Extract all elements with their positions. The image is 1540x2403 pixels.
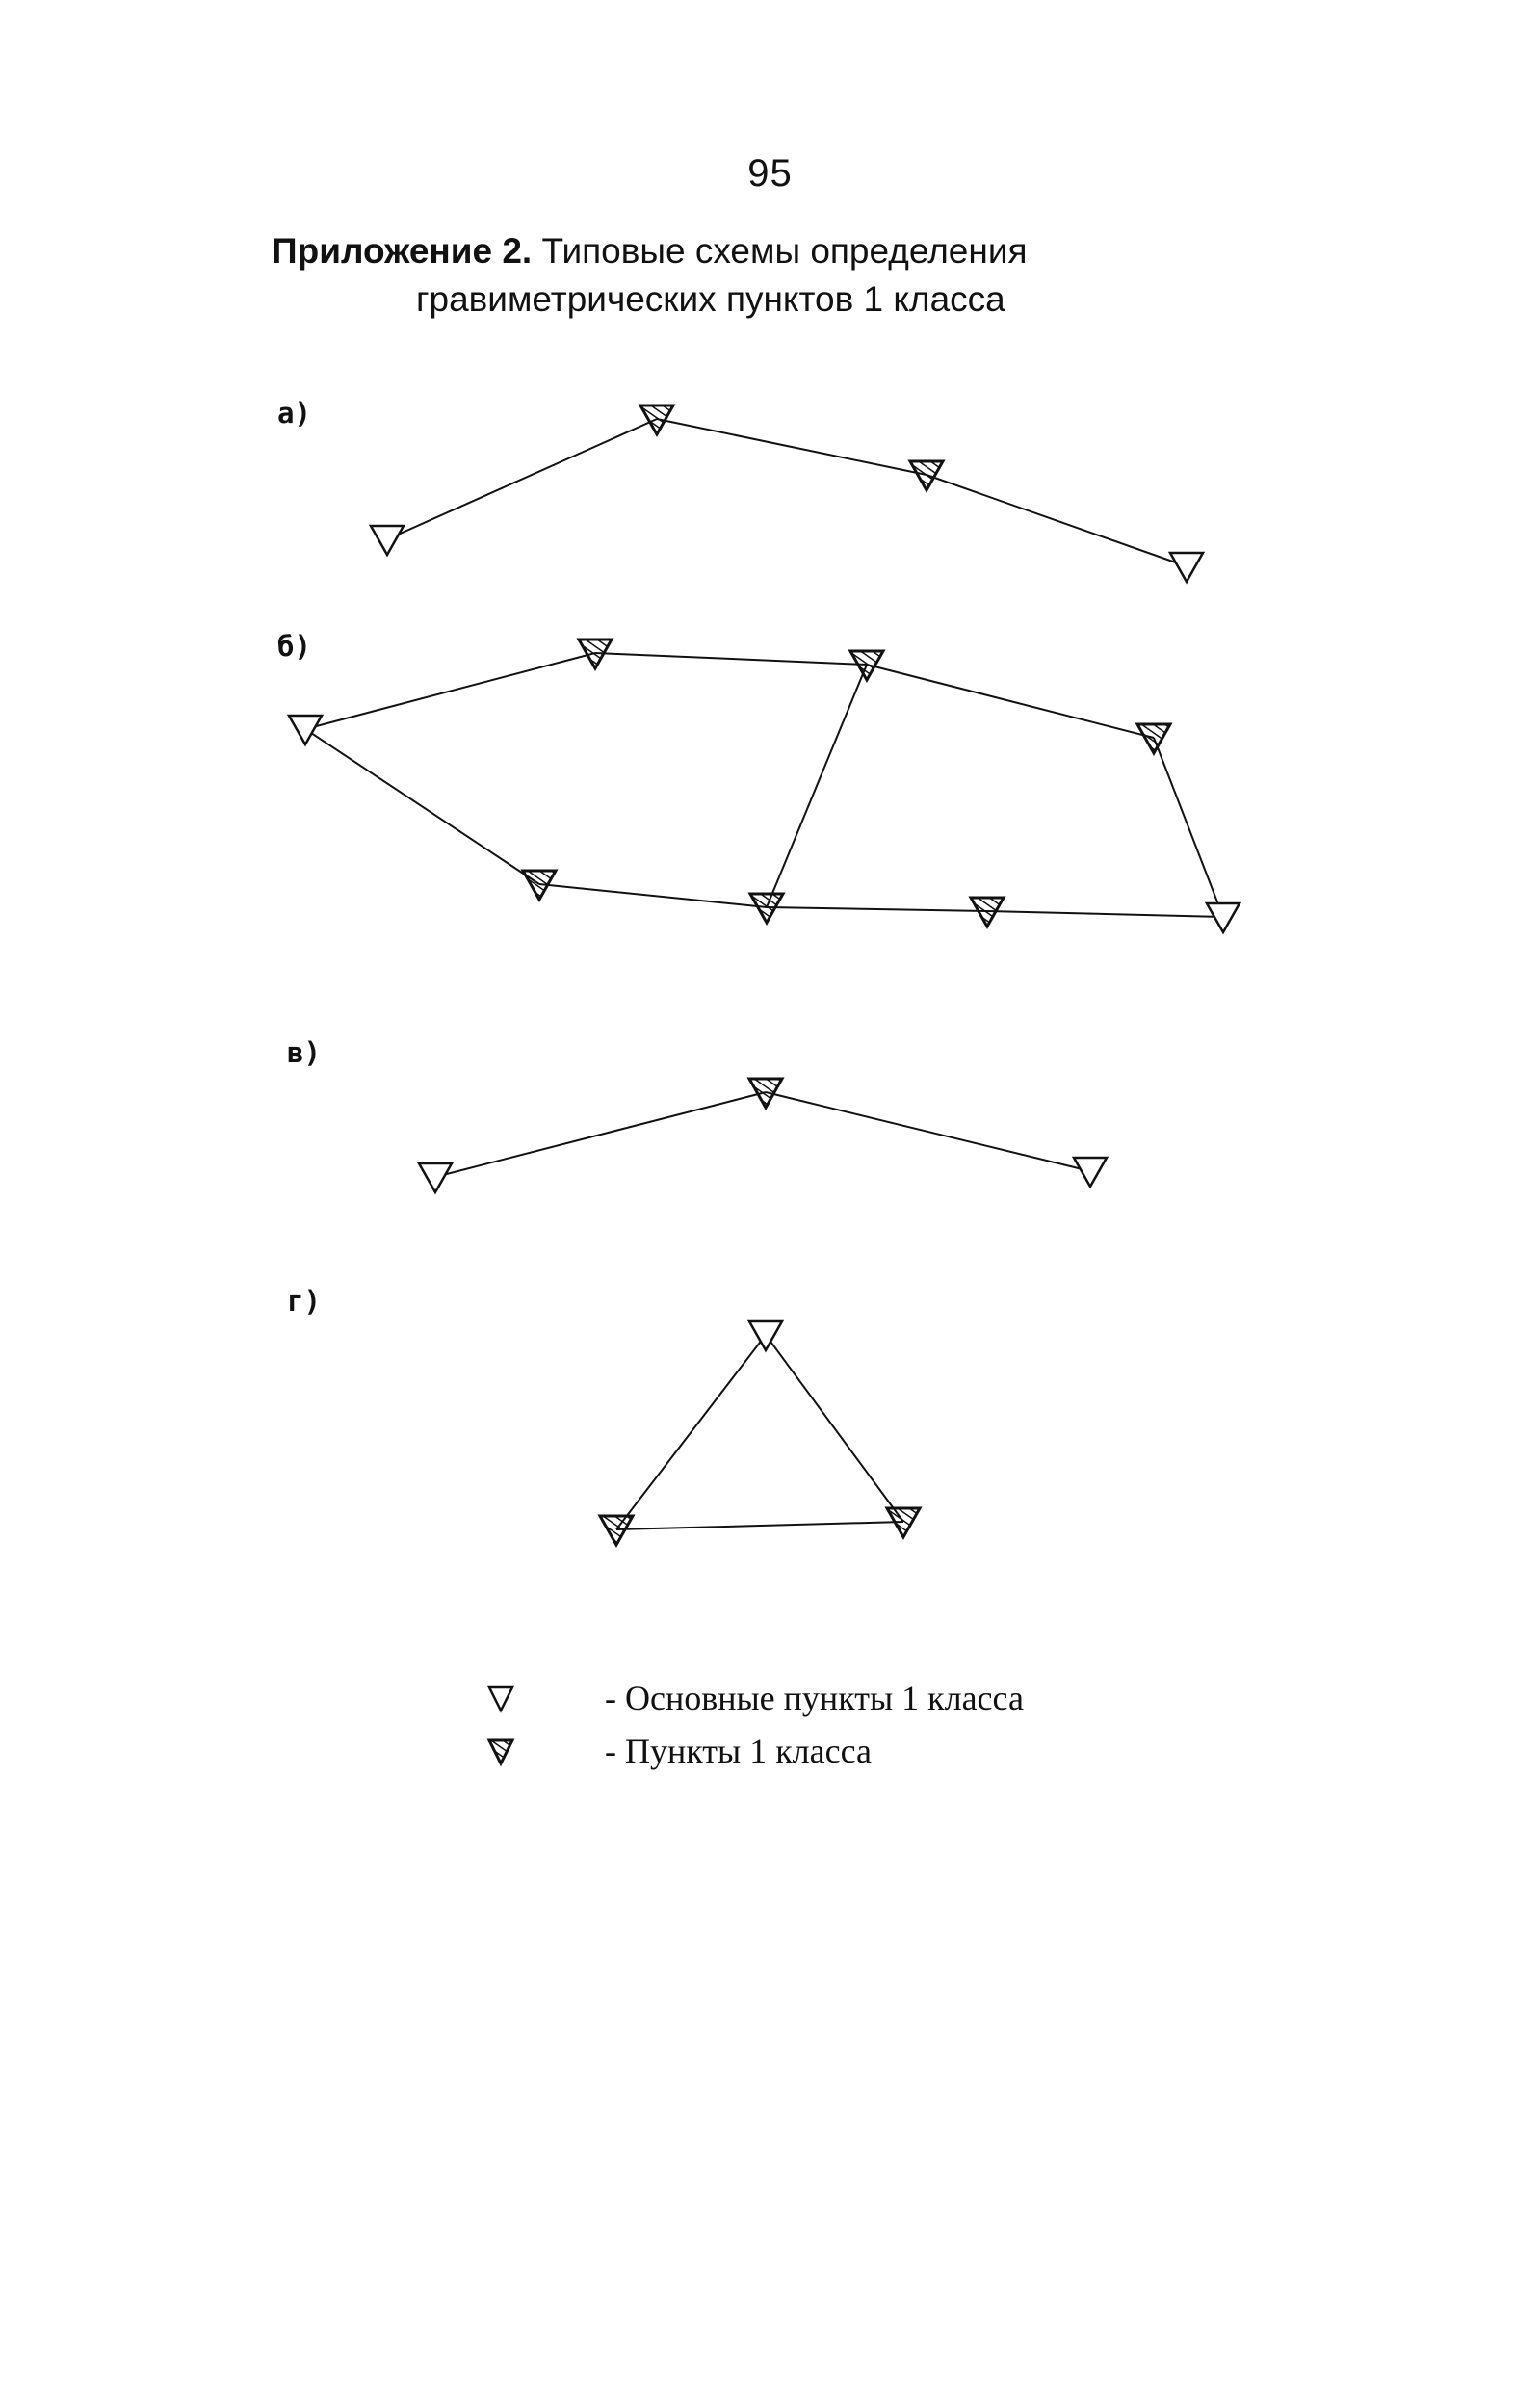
page-number: 95 <box>747 152 793 195</box>
main-point-marker-c1 <box>419 1163 452 1192</box>
main-point-marker-b1 <box>289 716 322 744</box>
edge-b2-b3 <box>595 653 867 665</box>
main-point-marker-d1 <box>749 1321 782 1350</box>
edge-c1-c2 <box>435 1092 766 1177</box>
appendix-title-prefix: Приложение 2. <box>272 231 533 271</box>
scheme-label-g: г) <box>287 1285 321 1318</box>
edge-a3-a4 <box>927 475 1187 566</box>
edge-b7-b8 <box>987 911 1223 917</box>
appendix-title-line1: Типовые схемы определения <box>532 231 1028 271</box>
edge-a1-a2 <box>387 419 657 539</box>
appendix-title-line2: гравиметрических пунктов 1 класса <box>416 279 1005 319</box>
edge-b3-b6 <box>767 665 867 907</box>
main-point-marker-a4 <box>1170 553 1203 582</box>
edge-b1-b2 <box>305 653 595 729</box>
class1-point-marker-b4 <box>1137 724 1170 753</box>
edge-b1-b5 <box>305 729 539 884</box>
edge-b5-b6 <box>539 884 767 907</box>
class1-point-marker-d2 <box>600 1516 633 1545</box>
edge-a2-a3 <box>657 419 927 475</box>
scheme-label-v: в) <box>287 1036 321 1069</box>
class1-point-marker-a2 <box>640 405 673 434</box>
main-point-marker-a1 <box>371 526 404 555</box>
scheme-label-a: а) <box>277 397 311 430</box>
edges-layer <box>305 419 1223 1529</box>
class1-point-marker-a3 <box>910 461 943 490</box>
edge-d2-d3 <box>616 1522 903 1529</box>
class1-point-marker-b3 <box>850 651 883 680</box>
edge-b4-b8 <box>1154 738 1223 917</box>
scheme-label-b: б) <box>277 630 311 663</box>
class1-point-marker-c2 <box>749 1079 782 1108</box>
class1-point-icon <box>482 1735 520 1773</box>
edge-c2-c3 <box>766 1092 1090 1171</box>
legend-text-point: - Пункты 1 класса <box>605 1732 872 1770</box>
main-point-marker-b8 <box>1207 903 1240 932</box>
points-layer <box>289 405 1240 1545</box>
legend-text-main: - Основные пункты 1 класса <box>605 1679 1024 1717</box>
main-point-icon <box>482 1682 520 1720</box>
main-point-marker-c3 <box>1074 1158 1107 1187</box>
edge-d1-d2 <box>616 1335 766 1529</box>
edge-d1-d3 <box>766 1335 903 1522</box>
edge-b6-b7 <box>767 907 987 911</box>
edge-b3-b4 <box>867 665 1154 738</box>
